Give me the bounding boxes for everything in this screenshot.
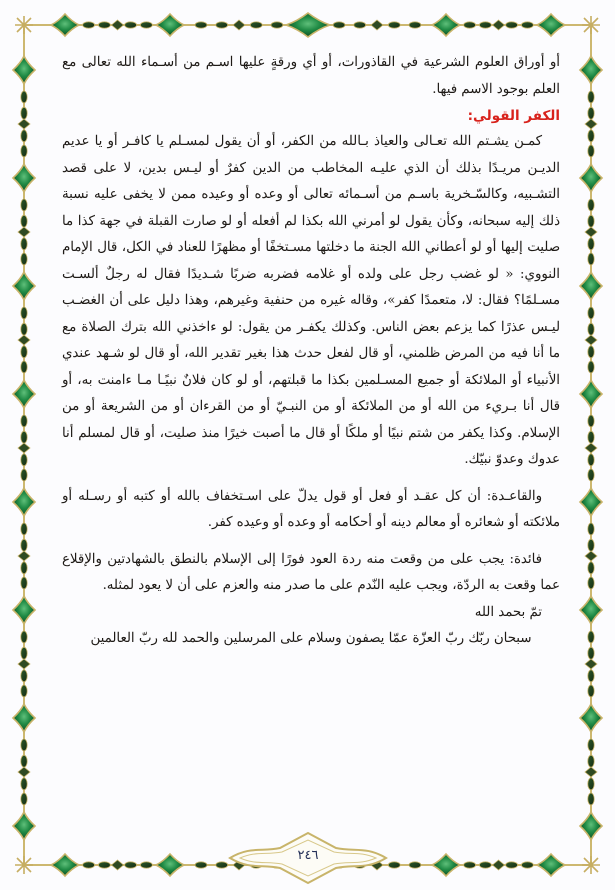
small-diamond-icon	[233, 20, 245, 30]
chain-bead-icon	[588, 778, 594, 790]
chain-bead-icon	[125, 22, 137, 28]
green-jewel-icon	[286, 13, 330, 37]
small-diamond-icon	[112, 20, 124, 30]
chain-bead-icon	[21, 253, 27, 265]
chain-bead-icon	[21, 755, 27, 767]
green-jewel-icon	[432, 854, 460, 876]
chain-bead-icon	[140, 22, 152, 28]
chain-bead-icon	[409, 22, 421, 28]
corner-knot-icon	[15, 16, 33, 34]
chain-bead-icon	[588, 307, 594, 319]
green-jewel-icon	[580, 272, 602, 300]
chain-bead-icon	[588, 130, 594, 142]
chain-bead-icon	[588, 91, 594, 103]
rule-paragraph: والقاعـدة: أن كل عقـد أو فعل أو قول يدلّ على اسـتخفاف بالله أو كتبه أو رسـله أو ملائكته أو شعائره أو معالم دينه أو أحكامه أو وعده أو وعيده كفر.	[62, 488, 560, 530]
chain-bead-icon	[83, 862, 95, 868]
green-jewel-icon	[13, 596, 35, 624]
green-jewel-icon	[13, 704, 35, 732]
chain-bead-icon	[588, 685, 594, 697]
chain-bead-icon	[388, 22, 400, 28]
chain-bead-icon	[588, 523, 594, 535]
green-jewel-icon	[13, 164, 35, 192]
chain-bead-icon	[21, 739, 27, 751]
green-jewel-icon	[580, 704, 602, 732]
chain-bead-icon	[588, 577, 594, 589]
green-jewel-icon	[13, 56, 35, 84]
small-diamond-icon	[585, 335, 597, 345]
chain-bead-icon	[83, 22, 95, 28]
small-diamond-icon	[18, 335, 30, 345]
green-jewel-icon	[537, 14, 565, 36]
chain-bead-icon	[21, 577, 27, 589]
green-jewel-icon	[13, 380, 35, 408]
chain-bead-icon	[21, 145, 27, 157]
small-diamond-icon	[18, 767, 30, 777]
small-diamond-icon	[371, 20, 383, 30]
chain-bead-icon	[21, 107, 27, 119]
chain-bead-icon	[588, 323, 594, 335]
closing-line: تمّ بحمد الله	[474, 604, 542, 620]
small-diamond-icon	[112, 860, 124, 870]
chain-bead-icon	[195, 862, 207, 868]
chain-bead-icon	[354, 22, 366, 28]
chain-bead-icon	[21, 361, 27, 373]
chain-bead-icon	[588, 562, 594, 574]
chain-bead-icon	[588, 215, 594, 227]
chain-bead-icon	[588, 346, 594, 358]
small-diamond-icon	[585, 443, 597, 453]
chain-bead-icon	[388, 862, 400, 868]
chain-bead-icon	[250, 22, 262, 28]
chain-bead-icon	[21, 431, 27, 443]
chain-bead-icon	[271, 22, 283, 28]
page-number: ٢٤٦	[297, 848, 319, 863]
green-jewel-icon	[13, 488, 35, 516]
chain-bead-icon	[21, 685, 27, 697]
chain-bead-icon	[21, 631, 27, 643]
chain-bead-icon	[588, 107, 594, 119]
chain-bead-icon	[333, 22, 345, 28]
chain-bead-icon	[588, 755, 594, 767]
green-jewel-icon	[51, 854, 79, 876]
small-diamond-icon	[493, 860, 505, 870]
green-jewel-icon	[432, 14, 460, 36]
intro-paragraph: أو أوراق العلوم الشرعية في القاذورات، أو أي ورقةٍ عليها اسـم من أسـماء الله تعالى مع العلم بوجود الاسم فيها.	[62, 55, 560, 97]
chain-bead-icon	[409, 862, 421, 868]
green-jewel-icon	[156, 854, 184, 876]
chain-bead-icon	[21, 199, 27, 211]
green-jewel-icon	[13, 812, 35, 840]
chain-bead-icon	[21, 793, 27, 805]
chain-bead-icon	[21, 647, 27, 659]
green-jewel-icon	[51, 14, 79, 36]
chain-bead-icon	[588, 238, 594, 250]
page-content	[62, 50, 560, 653]
green-jewel-icon	[537, 854, 565, 876]
small-diamond-icon	[585, 119, 597, 129]
chain-bead-icon	[588, 670, 594, 682]
green-jewel-icon	[580, 380, 602, 408]
chain-bead-icon	[588, 253, 594, 265]
chain-bead-icon	[588, 145, 594, 157]
chain-bead-icon	[588, 199, 594, 211]
chain-bead-icon	[588, 647, 594, 659]
small-diamond-icon	[493, 20, 505, 30]
chain-bead-icon	[21, 307, 27, 319]
green-jewel-icon	[13, 272, 35, 300]
small-diamond-icon	[585, 767, 597, 777]
chain-bead-icon	[588, 469, 594, 481]
chain-bead-icon	[21, 415, 27, 427]
chain-bead-icon	[195, 22, 207, 28]
green-jewel-icon	[580, 596, 602, 624]
corner-knot-icon	[582, 16, 600, 34]
chain-bead-icon	[588, 361, 594, 373]
benefit-paragraph: فائدة: يجب على من وقعت منه ردة العود فورًا إلى الإسلام بالنطق بالشهادتين والإقلاع عما وقعت به الردّة، ويجب عليه النّدم على ما صدر منه والعزم على أن لا يعود لمثله.	[62, 551, 560, 593]
chain-bead-icon	[21, 670, 27, 682]
chain-bead-icon	[464, 22, 476, 28]
chain-bead-icon	[588, 631, 594, 643]
small-diamond-icon	[18, 551, 30, 561]
chain-bead-icon	[21, 562, 27, 574]
chain-bead-icon	[506, 862, 518, 868]
chain-bead-icon	[21, 523, 27, 535]
chain-bead-icon	[21, 454, 27, 466]
chain-bead-icon	[140, 862, 152, 868]
final-supplication: سبحان ربّك ربّ العزّة عمّا يصفون وسلام على المرسلين والحمد لله ربّ العالمين	[90, 631, 532, 646]
chain-bead-icon	[125, 862, 137, 868]
corner-knot-icon	[15, 856, 33, 874]
chain-bead-icon	[216, 862, 228, 868]
green-jewel-icon	[156, 14, 184, 36]
chain-bead-icon	[479, 862, 491, 868]
small-diamond-icon	[18, 443, 30, 453]
chain-bead-icon	[21, 91, 27, 103]
chain-bead-icon	[588, 793, 594, 805]
chain-bead-icon	[588, 415, 594, 427]
green-jewel-icon	[580, 488, 602, 516]
green-jewel-icon	[580, 56, 602, 84]
corner-knot-icon	[582, 856, 600, 874]
chain-bead-icon	[21, 539, 27, 551]
small-diamond-icon	[18, 659, 30, 669]
chain-bead-icon	[588, 431, 594, 443]
chain-bead-icon	[21, 238, 27, 250]
section-heading-verbal-disbelief: الكفر القولي:	[467, 108, 560, 124]
chain-bead-icon	[506, 22, 518, 28]
chain-bead-icon	[21, 469, 27, 481]
chain-bead-icon	[479, 22, 491, 28]
green-jewel-icon	[580, 164, 602, 192]
chain-bead-icon	[588, 739, 594, 751]
small-diamond-icon	[18, 227, 30, 237]
chain-bead-icon	[21, 346, 27, 358]
verbal-disbelief-paragraph: كمـن يشـتم الله تعـالى والعياذ بـالله من الكفر، أو أن يقول لمسـلم يا كافـر أو يا عديم الديـن مريـدًا بذلك أن الذي عليـه المخاطب من الدين كفرٌ أو ليـس بدين، لا على قصد التشـبيه، وكالسّـخرية باسـم من أسـمائه تعالى أو وعده أو وعيده ممن لا يخفى عليه نسبة ذلك إليه سبحانه، وكأن يقول لو أمرني الله بكذا لم أفعله أو لو صارت القبلة في جهة كذا ما صليت إليها أو لو أعطاني الله الجنة ما دخلتها مسـتخفًا أو مظهرًا للعناد في الكل، قال الإمام النووي: « لو غضب رجل على ولده أو غلامه فضربه ضربًا شـديدًا فقال له رجلٌ ألسـت مسـلمًا؟ فقال: لا، متعمدًا كفر»، وقاله غيره من حنفية وغيرهم، وهذا دليل على أن الغضـب ليـس عذرًا كما يزعم بعض الناس. وكذلك يكفـر من يقول: لو ءاخذني الله بترك الصلاة مع ما أنا فيه من المرض ظلمني، أو قال لفعل حدث هذا بغير تقدير الله، أو قال لو شـهد عندي الأنبياء أو الملائكة أو جميع المسـلمين بكذا ما قبلتهم، أو لو كان فلانٌ نبيًـا مـا ءامنت به، أو قال أنا بـريء من الله أو من الملائكة أو من النبـيّ أو من القرءان أو من الشريعة أو من الإسلام. وكذا يكفر من شتم نبيًا أو ملكًا أو قال ما أصبت خيرًا منذ صليت، أو قال لمسلم أنا عدوك وعدوّ نبيّك.	[62, 134, 560, 467]
chain-bead-icon	[21, 130, 27, 142]
chain-bead-icon	[588, 454, 594, 466]
chain-bead-icon	[21, 215, 27, 227]
chain-bead-icon	[98, 862, 110, 868]
chain-bead-icon	[521, 22, 533, 28]
chain-bead-icon	[98, 22, 110, 28]
chain-bead-icon	[588, 539, 594, 551]
small-diamond-icon	[585, 551, 597, 561]
chain-bead-icon	[216, 22, 228, 28]
green-jewel-icon	[580, 812, 602, 840]
chain-bead-icon	[464, 862, 476, 868]
small-diamond-icon	[585, 227, 597, 237]
small-diamond-icon	[18, 119, 30, 129]
chain-bead-icon	[521, 862, 533, 868]
chain-bead-icon	[21, 323, 27, 335]
small-diamond-icon	[585, 659, 597, 669]
chain-bead-icon	[21, 778, 27, 790]
